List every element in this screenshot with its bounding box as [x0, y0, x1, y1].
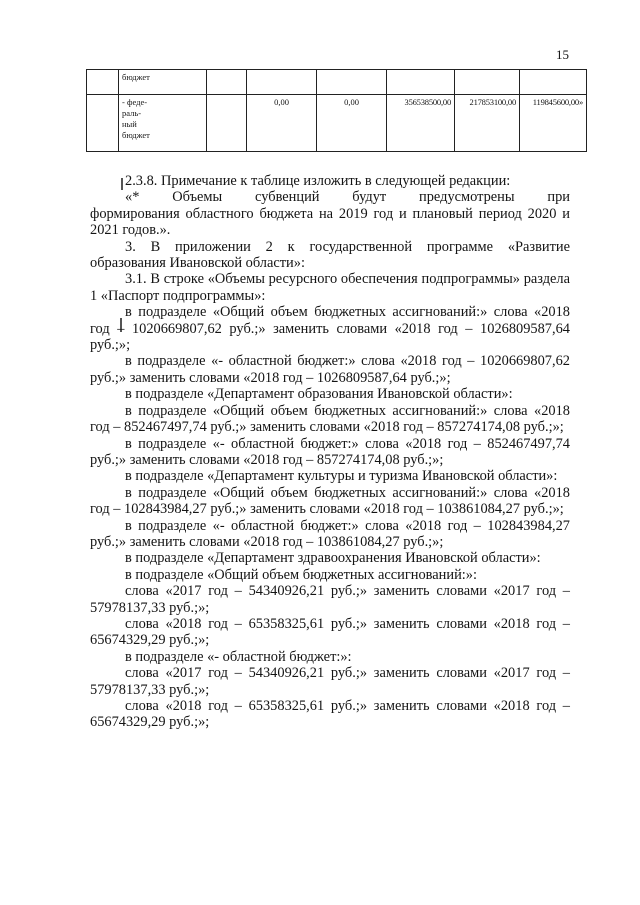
paragraph: слова «2018 год – 65358325,61 руб.;» заменить словами «2018 год – 65674329,29 руб.;»;	[90, 698, 570, 731]
table-cell-value: 0,00	[317, 95, 387, 152]
paragraph: в подразделе «Общий объем бюджетных ассигнований:» слова «2018 год – 852467497,74 руб.;» заменить словами «2018 год – 857274174,08 руб.;»;	[90, 402, 570, 436]
page-number: 15	[556, 47, 569, 62]
paragraph: в подразделе «- областной бюджет:»:	[125, 648, 352, 665]
table-row	[87, 70, 587, 95]
paragraph: 3.1. В строке «Объемы ресурсного обеспечения подпрограммы» раздела 1 «Паспорт подпрограммы»:	[90, 271, 570, 304]
paragraph: 3. В приложении 2 к государственной программе «Развитие образования Ивановской области»:	[90, 238, 570, 272]
budget-table	[86, 69, 587, 152]
paragraph: в подразделе «- областной бюджет:» слова «2018 год – 102843984,27 руб.;» заменить словами «2018 год – 103861084,27 руб.;»;	[90, 517, 570, 550]
table-cell-label: - феде- раль- ный бюджет	[119, 95, 207, 152]
table-cell-value: 217853100,00	[455, 95, 520, 152]
paragraph: слова «2017 год – 54340926,21 руб.;» заменить словами «2017 год – 57978137,33 руб.;»;	[90, 665, 570, 698]
paragraph: в подразделе «Общий объем бюджетных ассигнований:» слова «2018 год – 102843984,27 руб.;» заменить словами «2018 год – 103861084,27 руб.;»;	[90, 484, 570, 518]
table-cell-value: 356538500,00	[387, 95, 455, 152]
paragraph: в подразделе «Департамент образования Ивановской области»:	[125, 386, 513, 403]
paragraph: слова «2018 год – 65358325,61 руб.;» заменить словами «2018 год – 65674329,29 руб.;»;	[90, 615, 570, 649]
paragraph: 2.3.8. Примечание к таблице изложить в следующей редакции:	[125, 173, 511, 189]
paragraph: слова «2017 год – 54340926,21 руб.;» заменить словами «2017 год – 57978137,33 руб.;»;	[90, 583, 570, 616]
paragraph: «* Объемы субвенций будут предусмотрены при	[125, 189, 570, 206]
paragraph: в подразделе «Общий объем бюджетных ассигнований:» слова «2018 год – 1020669807,62 руб.;» заменить словами «2018 год – 1026809587,64 руб.;»;	[90, 304, 570, 354]
paragraph: формирования областного бюджета на 2019 год и плановый период 2020 и 2021 годов.».	[90, 205, 570, 239]
document-body	[90, 173, 570, 731]
table-row	[87, 95, 587, 152]
paragraph: в подразделе «- областной бюджет:» слова «2018 год – 1020669807,62 руб.;» заменить словами «2018 год – 1026809587,64 руб.;»;	[90, 353, 570, 386]
paragraph: в подразделе «Департамент культуры и туризма Ивановской области»:	[125, 468, 558, 485]
paragraph: в подразделе «Департамент здравоохранения Ивановской области»:	[125, 550, 541, 567]
paragraph: в подразделе «Общий объем бюджетных ассигнований:»:	[125, 566, 477, 583]
table-cell-value: 0,00	[247, 95, 317, 152]
table-cell-value: 119845600,00»	[520, 95, 587, 152]
paragraph: в подразделе «- областной бюджет:» слова «2018 год – 852467497,74 руб.;» заменить словами «2018 год – 857274174,08 руб.;»;	[90, 435, 570, 468]
table-cell-label: бюджет	[119, 70, 207, 95]
